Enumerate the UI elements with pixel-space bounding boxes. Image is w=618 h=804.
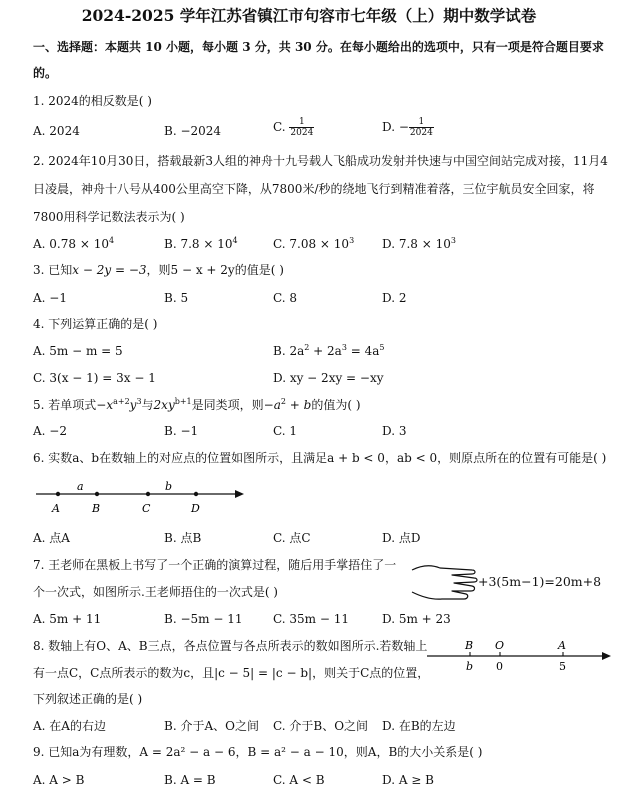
question-6-stem: 6. 实数a、b在数轴上的对应点的位置如图所示，且满足a + b < 0，ab < 0，则原点所在的位置有可能是( ) — [33, 451, 607, 465]
option-d: D. 在B的左边 — [382, 719, 456, 733]
option-c: C. 3(x − 1) = 3x − 1 — [33, 371, 156, 385]
option-b: B. 介于A、O之间 — [164, 719, 259, 733]
option-a: A. 5m − m = 5 — [33, 344, 123, 358]
number-line-q6 — [30, 478, 250, 518]
option-a: A. 在A的右边 — [33, 719, 106, 733]
question-6-options — [33, 530, 593, 546]
axis-label-b: b — [165, 480, 173, 493]
option-c: C. $7.08 \times 10^3$ — [273, 236, 355, 251]
option-d: D. 2 — [382, 291, 407, 305]
option-a: A. 5m + 11 — [33, 612, 102, 626]
axis-point-A: A — [558, 639, 566, 652]
axis-point-D: D — [191, 502, 200, 515]
option-d: D. 5m + 23 — [382, 612, 451, 626]
question-5-stem: 5. 若单项式$-x^{a+2}y^3$与$2xy^{b+1}$是同类项，则$-a^2 + b$的值为( ) — [33, 397, 361, 412]
question-9-options — [33, 772, 593, 788]
axis-point-O: O — [495, 639, 505, 652]
option-b: B. 点B — [164, 531, 202, 545]
question-8-line1: 8. 数轴上有O、A、B三点，各点位置与各点所表示的数如图所示.若数轴上 — [33, 639, 428, 653]
question-1-stem: 1. 2024的相反数是( ) — [33, 94, 152, 108]
axis-value-0: 0 — [496, 660, 503, 673]
question-7-line1: 7. 王老师在黑板上书写了一个正确的演算过程，随后用手掌捂住了一 — [33, 558, 397, 572]
option-a: A. A > B — [33, 773, 85, 787]
page-title: 2024-2025 学年江苏省镇江市句容市七年级（上）期中数学试卷 — [81, 6, 537, 25]
question-1-options — [33, 117, 593, 139]
question-4-options-row2 — [33, 370, 593, 386]
fraction: $\frac{1}{2024}$ — [409, 117, 433, 138]
number-line-q8 — [425, 636, 615, 676]
question-8-line3: 下列叙述正确的是( ) — [33, 692, 143, 706]
option-d: D. 点D — [382, 531, 421, 545]
option-b: B. 5 — [164, 291, 189, 305]
section-heading: 一、选择题：本题共 10 小题，每小题 3 分，共 30 分。在每小题给出的选项中，只有一项是符合题目要求 — [33, 40, 604, 54]
option-b: B. $7.8 \times 10^4$ — [164, 236, 238, 251]
option-d: D. xy − 2xy = −xy — [273, 371, 384, 385]
question-9-stem: 9. 已知a为有理数，A = 2a² − a − 6，B = a² − a − 10，则A，B的大小关系是( ) — [33, 745, 483, 759]
axis-point-C: C — [142, 502, 151, 515]
question-3-options — [33, 290, 593, 306]
option-b: B. $2a^2 + 2a^3 = 4a^5$ — [273, 343, 385, 358]
question-7-line2: 个一次式，如图所示.王老师捂住的一次式是( ) — [33, 585, 278, 599]
question-2-line1: 2. 2024年10月30日，搭载最新3人组的神舟十九号载人飞船成功发射并快速与中国空间站完成对接，11月4 — [33, 154, 608, 168]
board-equation: +3(5m−1)=20m+8 — [478, 574, 602, 589]
option-c: C. 35m − 11 — [273, 612, 349, 626]
section-heading-cont: 的。 — [33, 66, 58, 80]
question-8-options — [33, 718, 593, 734]
option-c: C. 8 — [273, 291, 298, 305]
option-b: B. −5m − 11 — [164, 612, 243, 626]
axis-point-B: B — [92, 502, 101, 515]
option-c: C. 介于B、O之间 — [273, 719, 369, 733]
option-a: A. −1 — [33, 291, 67, 305]
option-b: B. −1 — [164, 424, 199, 438]
option-d-label: D. − — [382, 120, 409, 134]
option-a: A. 2024 — [33, 124, 80, 138]
axis-value-b: b — [466, 660, 474, 673]
hand-icon — [408, 560, 480, 606]
question-5-options — [33, 423, 593, 439]
question-3-stem: 3. 已知x − 2y = −3，则5 − x + 2y的值是( ) — [33, 263, 284, 277]
option-c: C. 1 — [273, 424, 298, 438]
option-a: A. $0.78 \times 10^4$ — [33, 236, 115, 251]
option-a: A. 点A — [33, 531, 70, 545]
option-d: D. $7.8 \times 10^3$ — [382, 236, 456, 251]
option-c: C. A < B — [273, 773, 325, 787]
option-d — [382, 117, 434, 138]
axis-label-a: a — [77, 480, 84, 493]
axis-point-A: A — [52, 502, 60, 515]
option-c — [273, 117, 314, 138]
question-2-line2: 日凌晨，神舟十八号从400公里高空下降，从7800米/秒的绕地飞行到精准着落，三位宇航员安全回家，将 — [33, 182, 595, 196]
question-2-options — [33, 236, 593, 252]
axis-point-B: B — [465, 639, 474, 652]
option-d: D. A ≥ B — [382, 773, 434, 787]
option-c: C. 点C — [273, 531, 311, 545]
question-8-line2: 有一点C，C点所表示的数为c，且|c − 5| = |c − b|，则关于C点的位置， — [33, 666, 430, 680]
option-a: A. −2 — [33, 424, 67, 438]
option-b: B. A = B — [164, 773, 216, 787]
question-4-options-row1 — [33, 343, 593, 359]
question-2-line3: 7800用科学记数法表示为( ) — [33, 210, 185, 224]
fraction: $\frac{1}{2024}$ — [290, 117, 314, 138]
option-b: B. −2024 — [164, 124, 222, 138]
option-c-label: C. — [273, 120, 286, 134]
option-d: D. 3 — [382, 424, 407, 438]
question-4-stem: 4. 下列运算正确的是( ) — [33, 317, 158, 331]
axis-value-5: 5 — [559, 660, 566, 673]
question-7-options — [33, 611, 593, 627]
